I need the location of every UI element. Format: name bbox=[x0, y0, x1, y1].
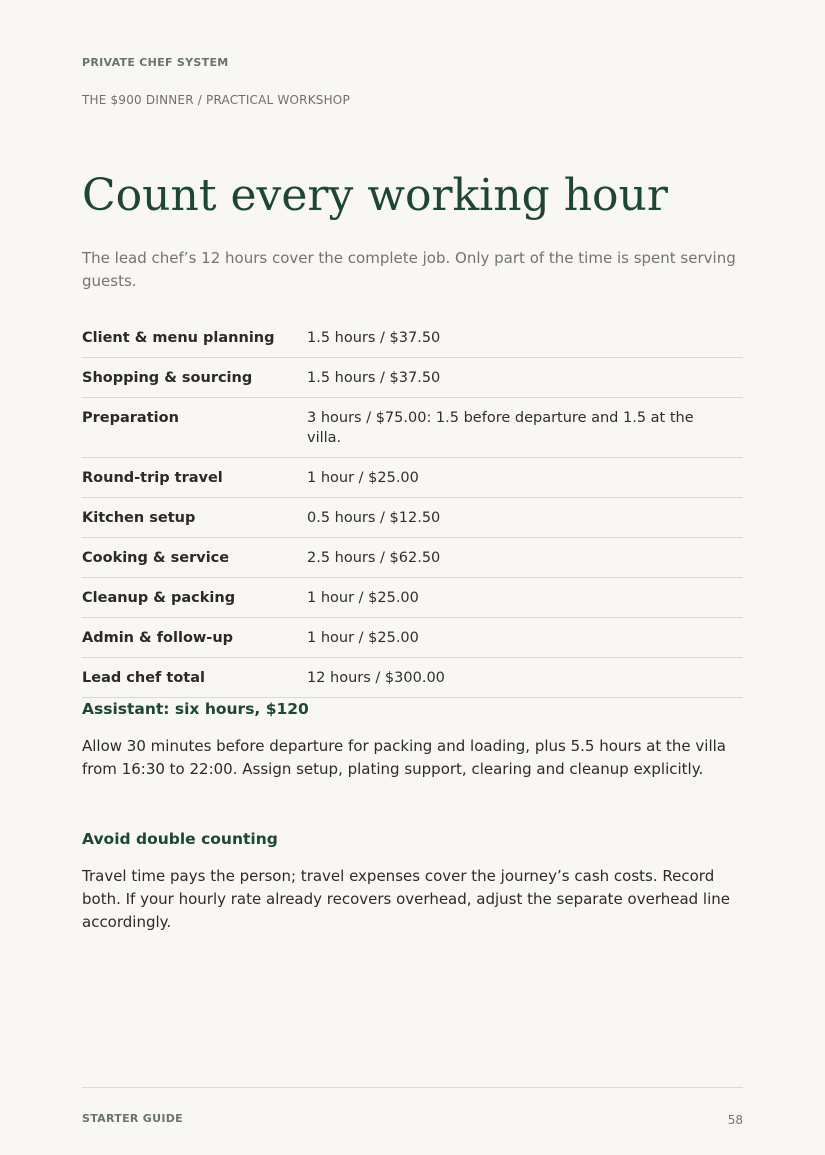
row-value: 1 hour / $25.00 bbox=[307, 470, 419, 486]
row-value: 1 hour / $25.00 bbox=[307, 630, 419, 646]
row-value: 1.5 hours / $37.50 bbox=[307, 370, 441, 386]
table-row bbox=[82, 618, 743, 658]
table-row bbox=[82, 358, 743, 398]
row-value: 1.5 hours / $37.50 bbox=[307, 330, 441, 346]
row-value: 0.5 hours / $12.50 bbox=[307, 510, 441, 526]
document-page bbox=[82, 0, 743, 1155]
table-row bbox=[82, 318, 743, 358]
row-value: 1 hour / $25.00 bbox=[307, 590, 419, 606]
row-label: Preparation bbox=[82, 410, 179, 426]
row-value: 3 hours / $75.00: 1.5 before departure and 1.5 at the villa. bbox=[307, 410, 694, 446]
row-label: Round-trip travel bbox=[82, 470, 223, 486]
table-row bbox=[82, 578, 743, 618]
row-value: 12 hours / $300.00 bbox=[307, 670, 445, 686]
page-title: Count every working hour bbox=[82, 170, 668, 221]
footer-divider bbox=[82, 1087, 743, 1088]
intro-paragraph: The lead chef’s 12 hours cover the complete job. Only part of the time is spent serving guests. bbox=[82, 249, 736, 290]
row-label: Client & menu planning bbox=[82, 330, 275, 346]
table-row bbox=[82, 398, 743, 458]
row-label: Admin & follow-up bbox=[82, 630, 234, 646]
table-row bbox=[82, 538, 743, 578]
table-row bbox=[82, 458, 743, 498]
row-label: Kitchen setup bbox=[82, 510, 196, 526]
row-value: 2.5 hours / $62.50 bbox=[307, 550, 441, 566]
assistant-heading: Assistant: six hours, $120 bbox=[82, 700, 309, 718]
row-label: Shopping & sourcing bbox=[82, 370, 253, 386]
double-counting-paragraph: Travel time pays the person; travel expenses cover the journey’s cash costs. Record both. If your hourly rate already recovers overhead, adjust the separate overhead line accordingly. bbox=[82, 867, 731, 931]
row-label: Lead chef total bbox=[82, 670, 205, 686]
table-row-total bbox=[82, 658, 743, 698]
table-row bbox=[82, 498, 743, 538]
page-number: 58 bbox=[727, 1113, 743, 1127]
row-label: Cleanup & packing bbox=[82, 590, 236, 606]
hours-table bbox=[82, 318, 743, 698]
section-kicker: THE $900 DINNER / PRACTICAL WORKSHOP bbox=[82, 93, 350, 107]
double-counting-heading: Avoid double counting bbox=[82, 830, 278, 848]
footer-label: STARTER GUIDE bbox=[82, 1112, 183, 1125]
brand-label: PRIVATE CHEF SYSTEM bbox=[82, 56, 229, 69]
row-label: Cooking & service bbox=[82, 550, 230, 566]
assistant-paragraph: Allow 30 minutes before departure for packing and loading, plus 5.5 hours at the villa from 16:30 to 22:00. Assign setup, plating support, clearing and cleanup explicitly. bbox=[82, 737, 726, 778]
